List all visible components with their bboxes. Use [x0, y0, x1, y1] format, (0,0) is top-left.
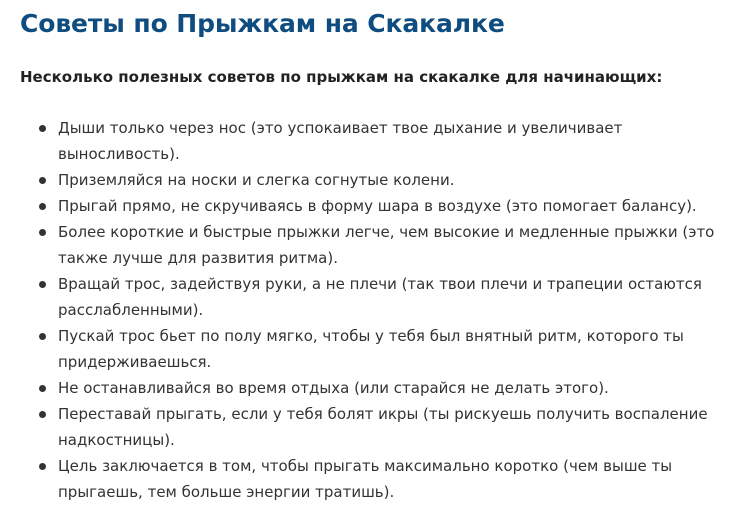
- tip-text: Дыши только через нос (это успокаивает твое дыхание и увеличивает выносливость).: [58, 119, 623, 163]
- tip-text: Цель заключается в том, чтобы прыгать максимально коротко (чем выше ты прыгаешь, тем больше энергии тратишь).: [58, 457, 673, 501]
- bullet-icon: [39, 281, 46, 288]
- list-item: [20, 115, 718, 167]
- tips-list: [20, 115, 736, 505]
- intro-text: Несколько полезных советов по прыжкам на скакалке для начинающих:: [20, 68, 663, 86]
- list-item: [20, 453, 718, 505]
- bullet-icon: [39, 203, 46, 210]
- list-item: [20, 167, 718, 193]
- bullet-icon: [39, 125, 46, 132]
- tip-text: Приземляйся на носки и слегка согнутые колени.: [58, 171, 455, 189]
- list-item: [20, 193, 718, 219]
- article: [20, 0, 736, 505]
- bullet-icon: [39, 411, 46, 418]
- list-item: [20, 375, 718, 401]
- bullet-icon: [39, 463, 46, 470]
- list-item: [20, 401, 718, 453]
- bullet-icon: [39, 177, 46, 184]
- list-item: [20, 323, 718, 375]
- tip-text: Переставай прыгать, если у тебя болят икры (ты рискуешь получить воспаление надкостницы).: [58, 405, 708, 449]
- tip-text: Прыгай прямо, не скручиваясь в форму шара в воздухе (это помогает балансу).: [58, 197, 697, 215]
- list-item: [20, 271, 718, 323]
- bullet-icon: [39, 333, 46, 340]
- page-title: Советы по Прыжкам на Скакалке: [20, 9, 505, 38]
- bullet-icon: [39, 229, 46, 236]
- tip-text: Вращай трос, задействуя руки, а не плечи (так твои плечи и трапеции остаются расслабленными).: [58, 275, 702, 319]
- bullet-icon: [39, 385, 46, 392]
- tip-text: Не останавливайся во время отдыха (или старайся не делать этого).: [58, 379, 609, 397]
- tip-text: Пускай трос бьет по полу мягко, чтобы у тебя был внятный ритм, которого ты придерживаешься.: [58, 327, 684, 371]
- list-item: [20, 219, 718, 271]
- tip-text: Более короткие и быстрые прыжки легче, чем высокие и медленные прыжки (это также лучше для развития ритма).: [58, 223, 715, 267]
